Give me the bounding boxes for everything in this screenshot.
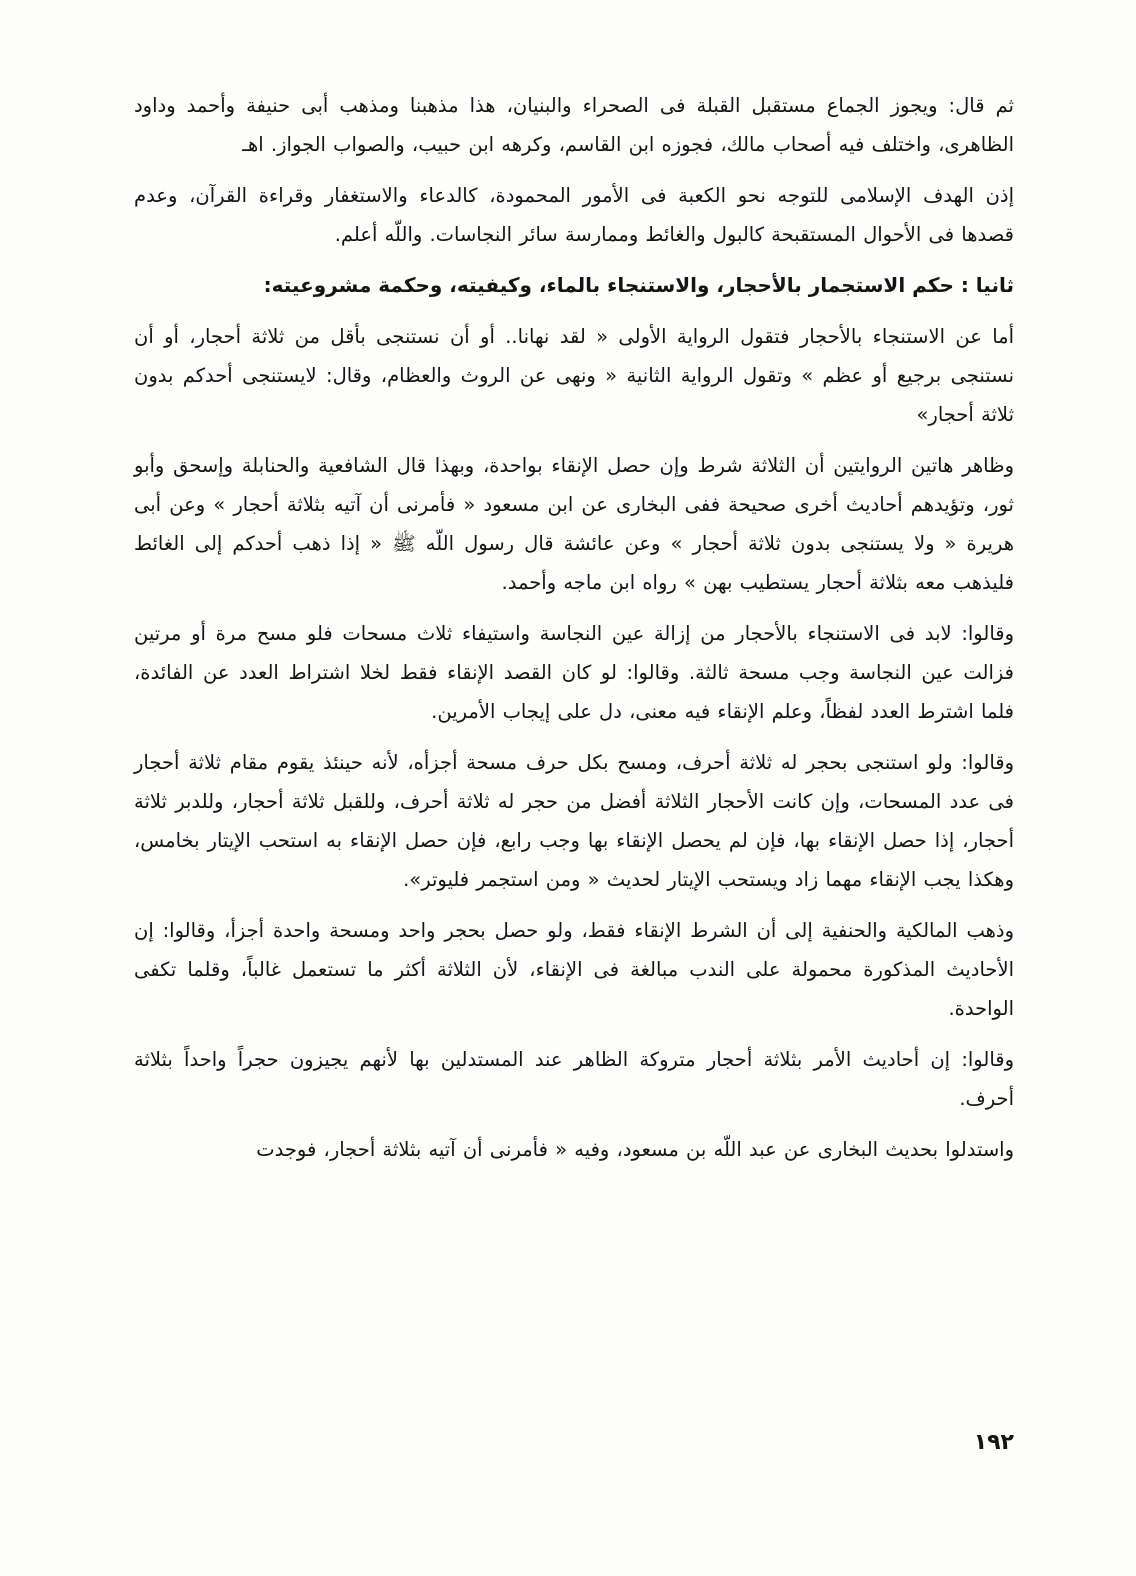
- section-heading: ثانيا : حكم الاستجمار بالأحجار، والاستنجاء بالماء، وكيفيته، وحكمة مشروعيته:: [263, 273, 1014, 297]
- paragraph-7: وذهب المالكية والحنفية إلى أن الشرط الإنقاء فقط، ولو حصل بحجر واحد ومسحة واحدة أجزأ، وقالوا: إن الأحاديث المذكورة محمولة على الندب مبالغة فى الإنقاء، لأن الثلاثة أكثر ما تستعمل غالباً، وقلما تكفى الواحدة.: [134, 919, 1014, 1020]
- paragraph-6: وقالوا: ولو استنجى بحجر له ثلاثة أحرف، ومسح بكل حرف مسحة أجزأه، لأنه حينئذ يقوم مقام ثلاثة أحجار فى عدد المسحات، وإن كانت الأحجار الثلاثة أفضل من حجر له ثلاثة أحرف، وللقبل ثلاثة أحجار، وللدبر ثلاثة أحجار، إذا حصل الإنقاء بها، فإن لم يحصل الإنقاء بها وجب رابع، فإن حصل الإنقاء به استحب الإيتار بخامس، وهكذا يجب الإنقاء مهما زاد ويستحب الإيتار لحديث « ومن استجمر فليوتر».: [134, 751, 1014, 891]
- paragraph-3: أما عن الاستنجاء بالأحجار فتقول الرواية الأولى « لقد نهانا.. أو أن نستنجى بأقل من ثلاثة أحجار، أو أن نستنجى برجيع أو عظم » وتقول الرواية الثانية « ونهى عن الروث والعظام، وقال: لايستنجى أحدكم بدون ثلاثة أحجار»: [134, 325, 1014, 426]
- page-number: ١٩٢: [973, 1430, 1014, 1455]
- paragraph-5: وقالوا: لابد فى الاستنجاء بالأحجار من إزالة عين النجاسة واستيفاء ثلاث مسحات فلو مسح مرة أو مرتين فزالت عين النجاسة وجب مسحة ثالثة. وقالوا: لو كان القصد الإنقاء فقط لخلا اشتراط العدد عن الفائدة، فلما اشترط العدد لفظاً، وعلم الإنقاء فيه معنى، دل على إيجاب الأمرين.: [134, 622, 1014, 723]
- paragraph-4: وظاهر هاتين الروايتين أن الثلاثة شرط وإن حصل الإنقاء بواحدة، وبهذا قال الشافعية والحنابلة وإسحق وأبو ثور، وتؤيدهم أحاديث أخرى صحيحة ففى البخارى عن ابن مسعود « فأمرنى أن آتيه بثلاثة أحجار » وعن أبى هريرة « ولا يستنجى بدون ثلاثة أحجار » وعن عائشة قال رسول اللّه ﷺ « إذا ذهب أحدكم إلى الغائط فليذهب معه بثلاثة أحجار يستطيب بهن » رواه ابن ماجه وأحمد.: [134, 454, 1014, 594]
- paragraph-8: وقالوا: إن أحاديث الأمر بثلاثة أحجار متروكة الظاهر عند المستدلين بها لأنهم يجيزون حجراً واحداً بثلاثة أحرف.: [134, 1048, 1014, 1110]
- paragraph-9: واستدلوا بحديث البخارى عن عبد اللّه بن مسعود، وفيه « فأمرنى أن آتيه بثلاثة أحجار، فوجدت: [256, 1138, 1014, 1161]
- paragraph-1: ثم قال: ويجوز الجماع مستقبل القبلة فى الصحراء والبنيان، هذا مذهبنا ومذهب أبى حنيفة وأحمد وداود الظاهرى، واختلف فيه أصحاب مالك، فجوزه ابن القاسم، وكرهه ابن حبيب، والصواب الجواز. اهـ: [134, 94, 1014, 156]
- paragraph-2: إذن الهدف الإسلامى للتوجه نحو الكعبة فى الأمور المحمودة، كالدعاء والاستغفار وقراءة القرآن، وعدم قصدها فى الأحوال المستقبحة كالبول والغائط وممارسة سائر النجاسات. واللّه أعلم.: [134, 184, 1014, 246]
- page-body: [134, 86, 1014, 1181]
